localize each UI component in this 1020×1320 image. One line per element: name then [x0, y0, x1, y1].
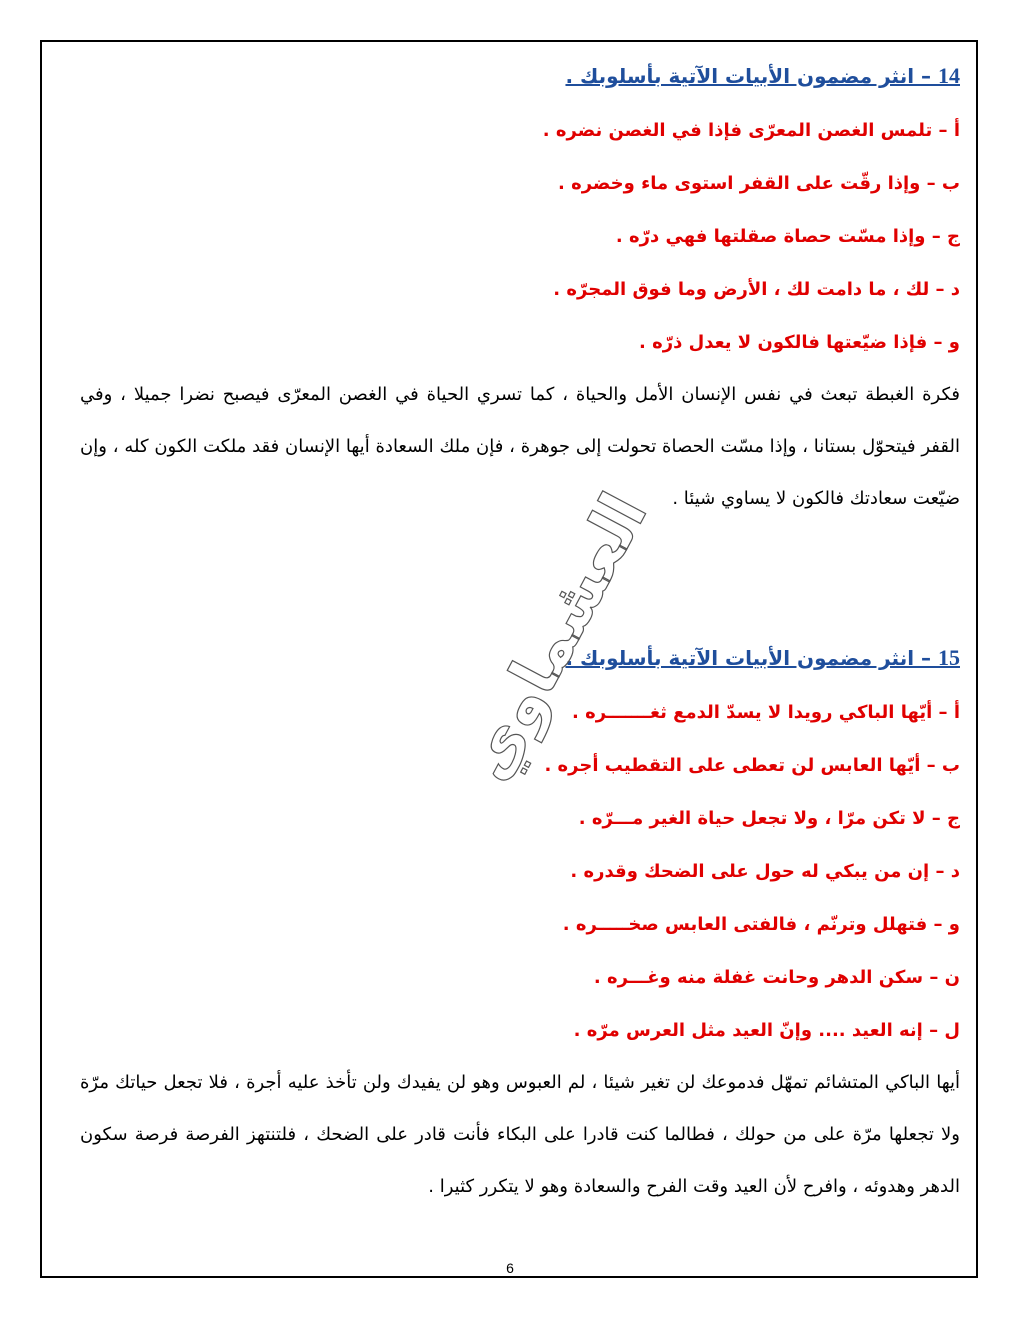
- question-15-number: 15: [938, 645, 960, 670]
- verse-15-g: ل – إنه العيد .... وإنّ العيد مثل العرس مرّه .: [573, 1020, 960, 1041]
- verse-15-f: ن – سكن الدهر وحانت غفلة منه وغـــره .: [593, 967, 960, 988]
- verse-14-e: و – فإذا ضيّعتها فالكون لا يعدل ذرّه .: [639, 332, 960, 353]
- verse-14-d: د – لك ، ما دامت لك ، الأرض وما فوق المجرّه .: [553, 279, 960, 300]
- verse-15-c: ج – لا تكن مرّا ، ولا تجعل حياة الغير مـــرّه .: [578, 808, 960, 829]
- verse-15-b: ب – أيّها العابس لن تعطى على التقطيب أجره .: [544, 755, 960, 776]
- question-15-title-text: – انثر مضمون الأبيات الآتية بأسلوبك .: [565, 646, 938, 670]
- verse-15-e: و – فتهلل وترنّم ، فالفتى العابس صخـــــره .: [562, 914, 960, 935]
- question-14-number: 14: [938, 63, 960, 88]
- verse-14-b: ب – وإذا رقّت على القفر استوى ماء وخضره .: [557, 173, 960, 194]
- verse-15-d: د – إن من يبكي له حول على الضحك وقدره .: [570, 861, 960, 882]
- question-14-title-text: – انثر مضمون الأبيات الآتية بأسلوبك .: [565, 64, 938, 88]
- question-14-title: [80, 48, 960, 104]
- verse-15-a: أ – أيّها الباكي رويدا لا يسدّ الدمع ثغـــــــره .: [571, 702, 960, 723]
- author-watermark: العشماوي: [450, 481, 663, 793]
- verse-14-a: أ – تلمس الغصن المعرّى فإذا في الغصن نضره .: [542, 120, 960, 141]
- page-number: 6: [506, 1260, 514, 1276]
- answer-14: فكرة الغبطة تبعث في نفس الإنسان الأمل والحياة ، كما تسري الحياة في الغصن المعرّى فيصبح نضرا جميلا ، وفي القفر فيتحوّل بستانا ، وإذا مسّت الحصاة تحولت إلى جوهرة ، فإن ملك السعادة أيها الإنسان فقد ملكت الكون كله ، وإن ضيّعت سعادتك فالكون لا يساوي شيئا .: [80, 384, 960, 509]
- answer-15: أيها الباكي المتشائم تمهّل فدموعك لن تغير شيئا ، لم العبوس وهو لن يفيدك ولن تأخذ عليه أجرة ، فلا تجعل حياتك مرّة ولا تجعلها مرّة على من حولك ، فطالما كنت قادرا على البكاء فأنت قادر على الضحك ، فلتنتهز الفرصة فرصة سكون الدهر وهدوئه ، وافرح لأن العيد وقت الفرح والسعادة وهو لا يتكرر كثيرا .: [80, 1072, 960, 1197]
- verse-14-c: ج – وإذا مسّت حصاة صقلتها فهي درّه .: [615, 226, 960, 247]
